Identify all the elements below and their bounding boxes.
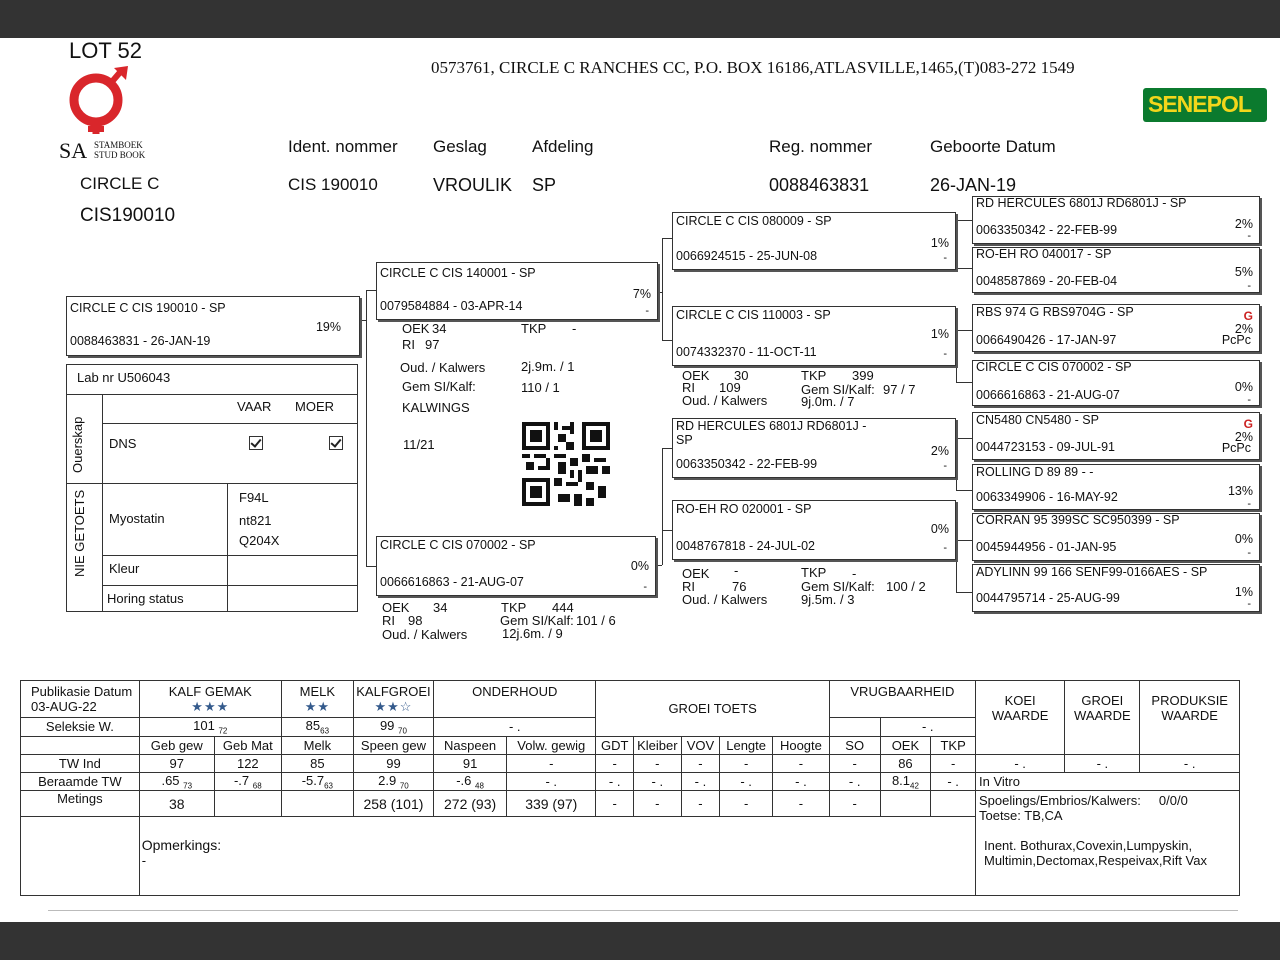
sire-ri: 97 — [425, 337, 440, 352]
myostatin-label: Myostatin — [109, 511, 165, 526]
pedigree-connector — [662, 340, 672, 341]
table-row: TW Ind 97 122 85 99 91 - - - - - - - 86 - - . - . - . — [21, 754, 1240, 772]
sire-tkp: - — [572, 321, 577, 336]
dam-reg: 0066616863 - 21-AUG-07 — [380, 575, 524, 589]
spoelings-value: 0/0/0 — [1158, 793, 1188, 809]
table-row: Beraamde TW .65 $_{73}$ -.7 $_{68}$ $-5.7_{63}$ 2.9 $_{70}$ -.6 $_{48}$ - . - . - . - . - . - . - . $8.1_{42}$ - . In Vitro — [21, 772, 1240, 791]
pedigree-connector — [956, 330, 972, 331]
dam-name: CIRCLE C CIS 070002 - SP — [380, 538, 536, 552]
performance-table: Publikasie Datum 03-AUG-22 KALF GEMAK ★★★ MELK ★★ KALFGROEI ★★☆ ONDERHOUD GROEI TOETS VRUGBAARHEID KOEI WAARDE GROEI WAARDE PRODUKSIE WAARDE Seleksie W. 101 $_{72}$ $85_{63}$ 99 $_{70}$ - . - . Geb gew Geb Mat Melk Speen gew Naspeen Volw. gewig GDT Kleiber VOV Lengte Hoogte SO OEK TKP TW Ind 97 122 85 99 91 - - - - - - - 86 - - . - . - . Beraamde TW .65 $_{73}$ -.7 $_{68}$ $-5.7_{63}$ 2.9 $_{70}$ -.6 $_{48}$ - . - . - . - . - . - . - . $8.1_{42}$ - . In Vitro Metings 38 258 (101) 272 (93) 339 (97) - - - - - - Spoelings/Embrios/Kalwers: 0/0/0 Toetse: TB,CA Inent. Bothurax,Covexin,Lumpyskin, Multimin,Dectomax,Respeivax,Rift Vax Opmerkings: - — [20, 680, 1240, 896]
dam-ri-label: RI — [382, 613, 395, 628]
horing-label: Horing status — [107, 591, 184, 606]
gene-nt821: nt821 — [239, 513, 272, 528]
animal-dob: 26-JAN-19 — [930, 175, 1017, 195]
great-grandparent-box: ROLLING D 89 89 - - 13% 0063349906 - 16-MAY-92 - — [972, 464, 1260, 510]
lot-number: LOT 52 — [69, 38, 142, 63]
pedigree-connector — [366, 290, 376, 291]
moer-header: MOER — [295, 399, 334, 414]
pedigree-connector — [658, 565, 662, 566]
lab-number: Lab nr U506043 — [77, 370, 171, 385]
sire-box: CIRCLE C CIS 140001 - SP 7% 0079584884 - 03-APR-14 - — [376, 262, 658, 320]
sire-pct: 7% — [632, 287, 651, 301]
pedigree-connector — [662, 238, 672, 239]
subject-reg: 0088463831 - 26-JAN-19 — [70, 334, 211, 348]
studbook-sa: SA — [59, 138, 88, 163]
header-ident: Ident. nommer — [288, 137, 398, 156]
sire-gem: 110 / 1 — [521, 380, 560, 395]
kalf-gemak-stars: ★★★ — [191, 699, 230, 714]
pedigree-connector — [366, 290, 367, 566]
sire-ri-label: RI — [402, 337, 415, 352]
pedigree-connector — [956, 438, 957, 490]
subject-pct: 19% — [315, 320, 341, 334]
sire-oud-label: Oud. / Kalwers — [400, 360, 486, 375]
great-grandparent-box: CORRAN 95 399SC SC950399 - SP 0% 0045944956 - 01-JAN-95 - — [972, 513, 1260, 561]
melk-stars: ★★ — [304, 699, 330, 714]
dam-oek: 34 — [433, 600, 448, 615]
inent: Inent. Bothurax,Covexin,Lumpyskin, — [983, 838, 1193, 854]
animal-ident: CIS 190010 — [288, 175, 378, 194]
dam-oud: 12j.6m. / 9 — [502, 626, 563, 641]
opmerkings-label: Opmerkings: — [141, 836, 222, 853]
sire-tkp-label: TKP — [521, 321, 547, 336]
studbook-line2: STUD BOOK — [94, 150, 146, 160]
dam-gem-label: Gem SI/Kalf: — [500, 613, 574, 628]
great-grandparent-box: RO-EH RO 040017 - SP 5% 0048587869 - 20-FEB-04 - — [972, 247, 1260, 293]
pedigree-connector — [956, 220, 972, 221]
animal-code: CIS190010 — [80, 205, 176, 226]
genetic-test-icon: G — [1243, 309, 1253, 323]
ouerskap-label: Ouerskap — [70, 416, 85, 473]
dam-pct: 0% — [630, 559, 649, 573]
pedigree-connector — [956, 268, 972, 269]
kalwings-date: 11/21 — [403, 437, 435, 452]
pedigree-connector — [662, 530, 672, 531]
sire-reg: 0079584884 - 03-APR-14 — [380, 299, 523, 313]
sire-gem-label: Gem SI/Kalf: — [402, 379, 476, 394]
vaar-dns-checkbox[interactable] — [249, 436, 263, 450]
spoelings-label: Spoelings/Embrios/Kalwers: — [978, 793, 1141, 809]
studbook-line1: STAMBOEK — [94, 140, 143, 150]
animal-owner: CIRCLE C — [80, 174, 160, 193]
sire-name: CIRCLE C CIS 140001 - SP — [380, 266, 536, 280]
nie-getoets-label: NIE GETOETS — [72, 489, 87, 577]
pedigree-connector — [956, 438, 972, 439]
inent2: Multimin,Dectomax,Respeivax,Rift Vax — [983, 853, 1207, 869]
great-grandparent-box: RD HERCULES 6801J RD6801J - SP 2% 0063350342 - 22-FEB-99 - — [972, 196, 1260, 244]
moer-dns-checkbox[interactable] — [329, 436, 343, 450]
great-grandparent-box: RBS 974 G RBS9704G - SP G 2% 0066490426 - 17-JAN-97 PcPc — [972, 304, 1260, 352]
grandparent-box: CIRCLE C CIS 080009 - SP 1% 0066924515 - 25-JUN-08 - — [672, 212, 956, 270]
dam-ri: 98 — [408, 613, 423, 628]
dam-oek-label: OEK — [382, 600, 410, 615]
pedigree-connector — [956, 330, 957, 382]
lab-box — [66, 364, 358, 612]
gene-q204x: Q204X — [239, 533, 280, 548]
sire-oek-label: OEK — [402, 321, 430, 336]
toetse: Toetse: TB,CA — [978, 808, 1063, 824]
animal-section: SP — [532, 175, 557, 195]
header-reg: Reg. nommer — [769, 137, 872, 156]
grandparent-box: CIRCLE C CIS 110003 - SP 1% 0074332370 - 11-OCT-11 - — [672, 306, 956, 366]
header-geboorte: Geboorte Datum — [930, 137, 1056, 156]
top-bar — [0, 0, 1280, 38]
pedigree-connector — [956, 540, 972, 541]
sire-oud: 2j.9m. / 1 — [521, 359, 575, 374]
footer-rule — [48, 910, 1238, 911]
bottom-bar — [0, 922, 1280, 960]
great-grandparent-box: CIRCLE C CIS 070002 - SP 0% 0066616863 - 21-AUG-07 - — [972, 360, 1260, 406]
dam-tkp: 444 — [552, 600, 574, 615]
pub-date: 03-AUG-22 — [31, 699, 97, 714]
owner-line: 0573761, CIRCLE C RANCHES CC, P.O. BOX 16186,ATLASVILLE,1465,(T)083-272 1549 — [431, 58, 1075, 77]
pedigree-connector — [662, 448, 672, 449]
grandparent-box: RO-EH RO 020001 - SP 0% 0048767818 - 24-JUL-02 - — [672, 500, 956, 560]
pedigree-connector — [956, 540, 957, 592]
pedigree-connector — [956, 382, 972, 383]
subject-box — [66, 296, 360, 356]
pedigree-connector — [956, 220, 957, 268]
kleur-label: Kleur — [109, 561, 140, 576]
table-row: Metings 38 258 (101) 272 (93) 339 (97) - - - - - - Spoelings/Embrios/Kalwers: 0/0/0 Toetse: TB,CA Inent. Bothurax,Covexin,Lumpyskin, Multimin,Dectomax,Respeivax,Rift Vax — [21, 791, 1240, 817]
great-grandparent-box: CN5480 CN5480 - SP G 2% 0044723153 - 09-JUL-91 PcPc — [972, 412, 1260, 460]
pedigree-connector — [956, 490, 972, 491]
dam-oud-label: Oud. / Kalwers — [382, 627, 468, 642]
dam-box: CIRCLE C CIS 070002 - SP 0% 0066616863 - 21-AUG-07 - — [376, 536, 656, 596]
gene-f94l: F94L — [239, 490, 269, 505]
pub-label: Publikasie Datum — [31, 684, 133, 699]
pedigree-connector — [662, 448, 663, 565]
dam-tkp-label: TKP — [501, 600, 527, 615]
qr-code-icon[interactable] — [522, 422, 610, 506]
dam-gem: 101 / 6 — [576, 613, 616, 628]
dns-label: DNS — [109, 436, 137, 451]
studbook-logo-icon — [62, 66, 132, 138]
pedigree-connector — [956, 592, 972, 593]
senepol-logo: SENEPOL — [1143, 88, 1267, 122]
opmerkings-value: - — [141, 852, 147, 868]
grandparent-box: RD HERCULES 6801J RD6801J - SP 2% 0063350342 - 22-FEB-99 - — [672, 418, 956, 478]
animal-sex: VROULIK — [433, 175, 513, 195]
kalfgroei-stars: ★★☆ — [374, 699, 413, 714]
subject-name: CIRCLE C CIS 190010 - SP — [70, 301, 226, 315]
animal-reg: 0088463831 — [769, 175, 870, 195]
great-grandparent-box: ADYLINN 99 166 SENF99-0166AES - SP 1% 0044795714 - 25-AUG-99 - — [972, 564, 1260, 612]
header-afdeling: Afdeling — [532, 137, 594, 156]
vaar-header: VAAR — [237, 399, 272, 414]
kalwings-label: KALWINGS — [402, 400, 470, 415]
genetic-test-icon: G — [1243, 417, 1253, 431]
sire-oek: 34 — [432, 321, 447, 336]
pedigree-connector — [662, 238, 663, 340]
header-geslag: Geslag — [433, 137, 487, 156]
pedigree-connector — [366, 566, 376, 567]
